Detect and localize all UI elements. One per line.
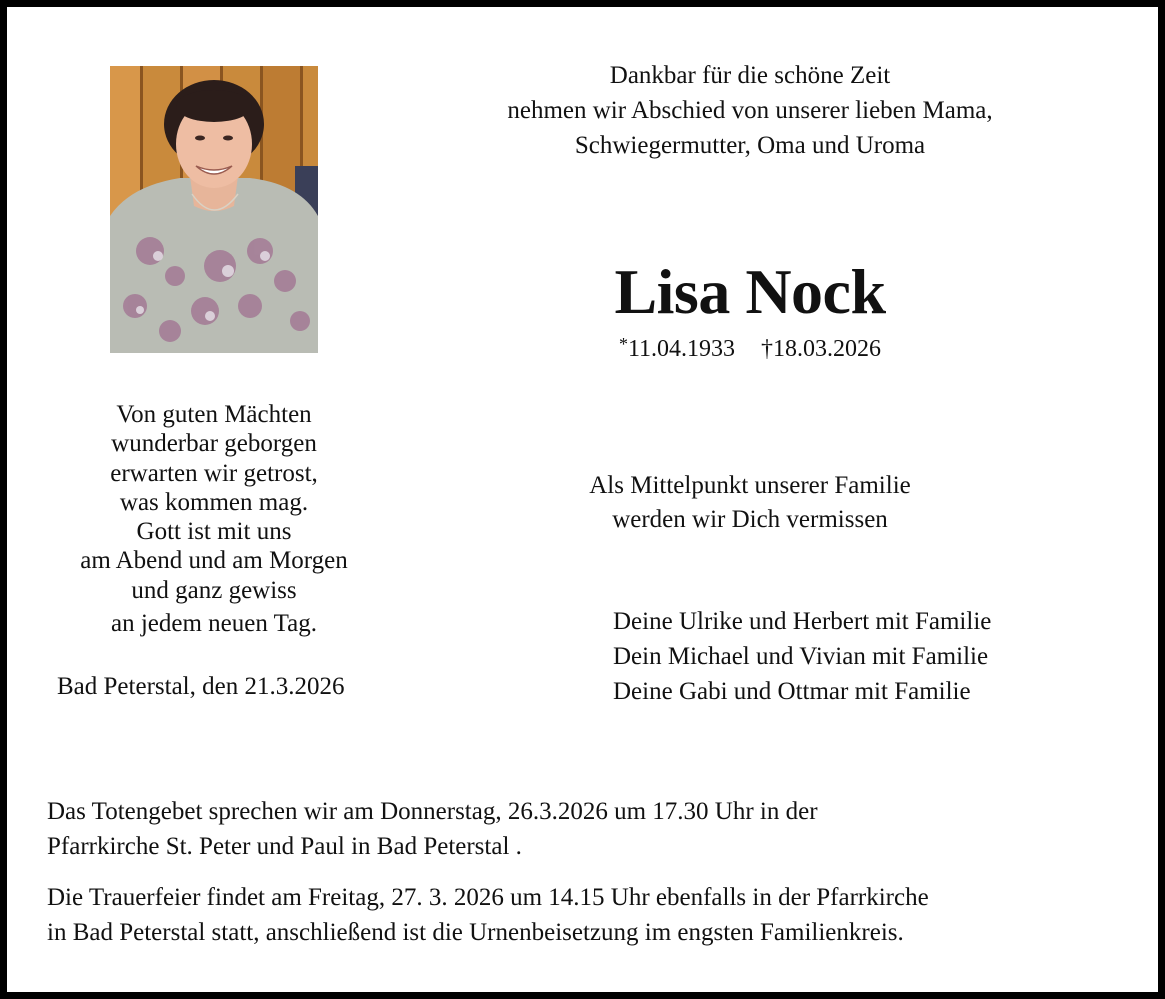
death-date: 18.03.2026	[773, 336, 882, 362]
death-symbol: †	[761, 336, 774, 362]
poem-line: wunderbar geborgen	[111, 430, 317, 458]
poem-line: am Abend und am Morgen	[80, 547, 348, 575]
birth-symbol: *	[618, 334, 628, 354]
intro-line-3: Schwiegermutter, Oma und Uroma	[574, 132, 926, 159]
birth-date: 11.04.1933	[627, 336, 736, 362]
place-date: Bad Peterstal, den 21.3.2026	[57, 673, 345, 700]
life-dates	[560, 334, 940, 363]
missing-text	[540, 469, 960, 537]
missing-line-1: Als Mittelpunkt unserer Familie	[589, 472, 911, 499]
poem-line: Von guten Mächten	[116, 401, 312, 428]
missing-line-2: werden wir Dich vermissen	[612, 506, 888, 533]
prayer-line-2: Pfarrkirche St. Peter und Paul in Bad Peterstal .	[47, 833, 522, 860]
poem-line: erwarten wir getrost,	[110, 459, 318, 487]
family-line: Deine Ulrike und Herbert mit Familie	[613, 608, 992, 635]
prayer-info	[47, 794, 1107, 864]
poem-line: und ganz gewiss	[131, 576, 297, 604]
funeral-info	[47, 880, 1107, 950]
poem-line: Gott ist mit uns	[136, 518, 292, 546]
prayer-line-1: Das Totengebet sprechen wir am Donnerstag, 26.3.2026 um 17.30 Uhr in der	[47, 798, 818, 825]
funeral-line-1: Die Trauerfeier findet am Freitag, 27. 3. 2026 um 14.15 Uhr ebenfalls in der Pfarrkirche	[47, 884, 929, 911]
family-signatures	[613, 604, 991, 709]
portrait-photo	[110, 66, 318, 353]
intro-text	[430, 58, 1070, 163]
funeral-line-2: in Bad Peterstal statt, anschließend ist die Urnenbeisetzung im engsten Familienkreis.	[47, 919, 904, 946]
poem-line: an jedem neuen Tag.	[110, 610, 318, 638]
deceased-name: Lisa Nock	[614, 256, 886, 327]
family-line: Deine Gabi und Ottmar mit Familie	[613, 678, 971, 705]
poem-line: was kommen mag.	[119, 488, 309, 516]
intro-line-1: Dankbar für die schöne Zeit	[609, 62, 891, 89]
family-line: Dein Michael und Vivian mit Familie	[613, 643, 989, 670]
intro-line-2: nehmen wir Abschied von unserer lieben Mama,	[507, 97, 993, 124]
poem	[44, 400, 384, 638]
